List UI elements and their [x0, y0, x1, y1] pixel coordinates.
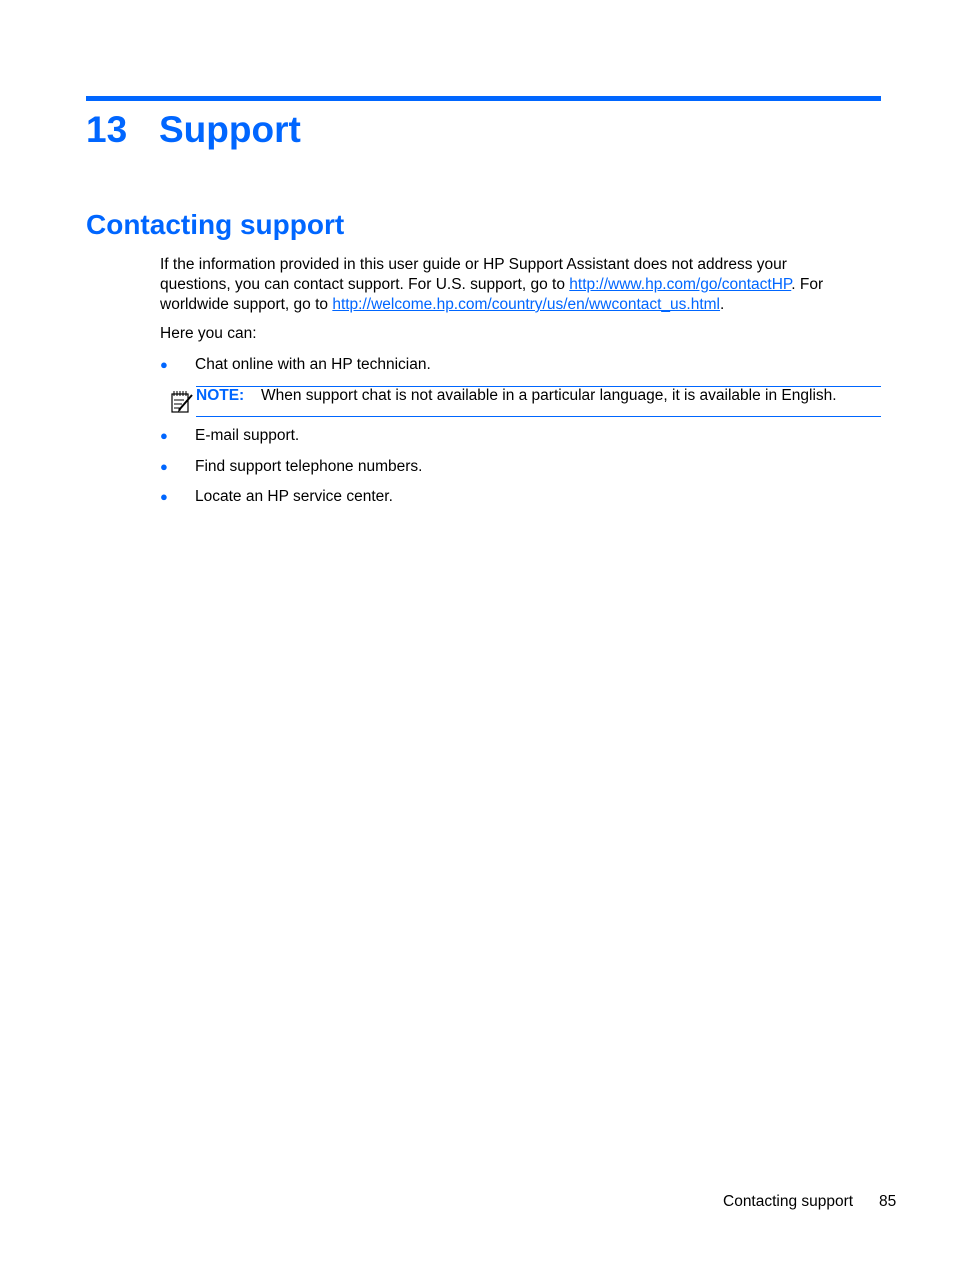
- bullet-icon: ●: [160, 489, 168, 504]
- section-title: Contacting support: [86, 209, 345, 240]
- bullet-icon: ●: [160, 428, 168, 443]
- here-you-can-text: Here you can:: [160, 325, 257, 342]
- note-bottom-rule: [196, 416, 881, 417]
- list-item-text: E-mail support.: [195, 427, 300, 444]
- intro-text-1: If the information provided in this user guide or HP Support Assistant does not address your questions, you can contact support. For U.S. support, go to: [160, 256, 787, 293]
- chapter-number: 13: [86, 109, 128, 150]
- us-support-link[interactable]: http://www.hp.com/go/contactHP: [569, 276, 792, 293]
- list-item-text: Locate an HP service center.: [195, 488, 393, 505]
- intro-text-3: .: [720, 296, 725, 313]
- intro-paragraph: [160, 255, 860, 315]
- chapter-rule: [86, 96, 881, 101]
- worldwide-support-link[interactable]: http://welcome.hp.com/country/us/en/wwcontact_us.html: [332, 296, 721, 313]
- note-pad-icon: [170, 388, 194, 414]
- chapter-title: [86, 106, 301, 154]
- bullet-icon: ●: [160, 357, 168, 372]
- note-text: When support chat is not available in a particular language, it is available in English.: [261, 387, 837, 404]
- page-number: 85: [879, 1193, 897, 1210]
- bullet-icon: ●: [160, 459, 168, 474]
- chapter-name: Support: [159, 109, 301, 150]
- note-box: [170, 386, 881, 416]
- note-label: NOTE:: [196, 387, 245, 404]
- list-item-text: Chat online with an HP technician.: [195, 356, 431, 373]
- list-item-text: Find support telephone numbers.: [195, 458, 423, 475]
- footer-section-title: Contacting support: [723, 1193, 854, 1210]
- intro-text-2: . For worldwide support, go to: [160, 276, 824, 313]
